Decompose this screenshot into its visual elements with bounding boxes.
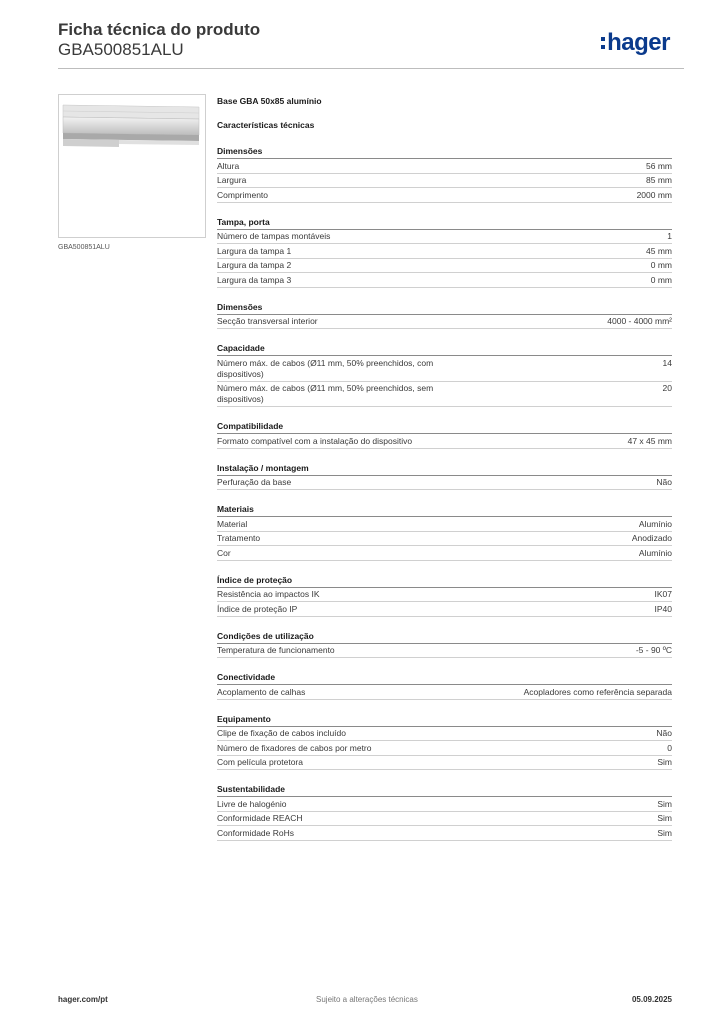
footer-disclaimer: Sujeito a alterações técnicas: [316, 995, 418, 1004]
logo-colon-icon: [601, 37, 605, 49]
specs-content: [217, 94, 672, 849]
spec-section: [217, 670, 672, 708]
spec-label: Acoplamento de calhas: [217, 686, 306, 697]
spec-sections: [217, 144, 672, 849]
spec-value: 14: [662, 357, 672, 368]
spec-label: Perfuração da base: [217, 477, 292, 487]
spec-value: IK07: [654, 589, 672, 599]
spec-value: Alumínio: [638, 518, 672, 529]
section-title: Sustentabilidade: [217, 782, 672, 797]
section-title: Conectividade: [217, 670, 672, 685]
spec-label: Largura da tampa 2: [217, 260, 292, 270]
spec-section: [217, 144, 672, 211]
section-title: Condições de utilização: [217, 629, 672, 644]
spec-value: Sim: [657, 798, 672, 809]
spec-value: -5 - 90 ºC: [635, 645, 672, 655]
section-title: Tampa, porta: [217, 215, 672, 230]
hager-logo: [601, 28, 670, 58]
section-title: Dimensões: [217, 300, 672, 315]
spec-value: Sim: [657, 827, 672, 838]
spec-row: [217, 273, 672, 288]
spec-label: Altura: [217, 160, 240, 171]
spec-label: Livre de halogénio: [217, 798, 287, 809]
spec-value: 85 mm: [646, 175, 672, 185]
spec-label: Conformidade REACH: [217, 813, 303, 823]
spec-row: [217, 588, 672, 603]
spec-label: Resistência ao impactos IK: [217, 589, 320, 599]
spec-row: [217, 532, 672, 547]
spec-row: [217, 244, 672, 259]
spec-row: [217, 174, 672, 189]
spec-value: 47 x 45 mm: [627, 435, 672, 446]
footer-website: hager.com/pt: [58, 995, 108, 1004]
spec-section: [217, 573, 672, 625]
section-title: Índice de proteção: [217, 573, 672, 588]
spec-section: [217, 300, 672, 338]
header-divider: [58, 68, 684, 69]
spec-label: Cor: [217, 547, 231, 558]
spec-row: [217, 685, 672, 700]
spec-value: Não: [656, 477, 672, 487]
spec-value: 2000 mm: [636, 189, 672, 200]
spec-value: 20: [662, 383, 672, 393]
spec-label: Largura da tampa 3: [217, 274, 292, 285]
spec-section: [217, 502, 672, 569]
spec-row: [217, 727, 672, 742]
spec-value: Alumínio: [638, 547, 672, 558]
spec-row: [217, 434, 672, 449]
spec-label: Índice de proteção IP: [217, 603, 298, 614]
spec-value: 0: [667, 742, 672, 753]
spec-label: Tratamento: [217, 533, 261, 543]
spec-row: [217, 230, 672, 245]
product-image: [58, 94, 206, 238]
section-title: Capacidade: [217, 341, 672, 356]
spec-row: [217, 644, 672, 659]
spec-row: [217, 159, 672, 174]
footer-date: 05.09.2025: [631, 995, 672, 1004]
spec-row: [217, 826, 672, 841]
section-title: Materiais: [217, 502, 672, 517]
spec-row: [217, 546, 672, 561]
spec-value: IP40: [654, 603, 672, 614]
section-title: Equipamento: [217, 712, 672, 727]
spec-label: Número de tampas montáveis: [217, 231, 331, 241]
spec-row: [217, 741, 672, 756]
image-caption: GBA500851ALU: [58, 244, 110, 251]
spec-label: Secção transversal interior: [217, 316, 318, 326]
spec-row: [217, 188, 672, 203]
document-title: Ficha técnica do produto: [58, 20, 261, 39]
section-title: Instalação / montagem: [217, 461, 672, 476]
spec-row: [217, 517, 672, 532]
spec-label: Largura: [217, 175, 247, 185]
spec-value: Acopladores como referência separada: [523, 686, 672, 697]
spec-row: [217, 797, 672, 812]
spec-label: Conformidade RoHs: [217, 827, 295, 838]
spec-row: [217, 602, 672, 617]
spec-section: [217, 712, 672, 779]
spec-row: [217, 356, 672, 382]
spec-value: 56 mm: [646, 160, 672, 171]
spec-section: [217, 419, 672, 457]
product-name: Base GBA 50x85 alumínio: [217, 96, 322, 106]
spec-section: [217, 341, 672, 415]
spec-value: 0 mm: [650, 260, 672, 270]
spec-value: 4000 - 4000 mm²: [607, 316, 672, 326]
logo-text: hager: [607, 29, 670, 56]
spec-label: Temperatura de funcionamento: [217, 645, 335, 655]
spec-row: [217, 812, 672, 827]
spec-label: Com película protetora: [217, 757, 303, 767]
spec-row: [217, 756, 672, 771]
spec-value: Não: [656, 728, 672, 738]
spec-value: 45 mm: [646, 245, 672, 256]
spec-label: Material: [217, 518, 248, 529]
spec-row: [217, 315, 672, 330]
spec-label: Número máx. de cabos (Ø11 mm, 50% preenchidos, sem dispositivos): [217, 383, 434, 404]
spec-row: [217, 259, 672, 274]
spec-label: Número de fixadores de cabos por metro: [217, 742, 372, 753]
spec-label: Formato compatível com a instalação do dispositivo: [217, 435, 413, 446]
section-title: Dimensões: [217, 144, 672, 159]
spec-value: Anodizado: [631, 533, 672, 543]
product-code: GBA500851ALU: [58, 40, 184, 59]
spec-label: Largura da tampa 1: [217, 245, 292, 256]
page-header: [58, 20, 676, 70]
spec-row: [217, 476, 672, 491]
spec-section: [217, 629, 672, 667]
spec-section: [217, 782, 672, 849]
spec-label: Número máx. de cabos (Ø11 mm, 50% preenchidos, com dispositivos): [217, 357, 434, 379]
spec-row: [217, 382, 672, 408]
spec-value: Sim: [657, 757, 672, 767]
section-title: Compatibilidade: [217, 419, 672, 434]
spec-value: Sim: [657, 813, 672, 823]
spec-value: 0 mm: [650, 274, 672, 285]
spec-section: [217, 215, 672, 296]
spec-label: Clipe de fixação de cabos incluído: [217, 728, 346, 738]
technical-characteristics-heading: Características técnicas: [217, 120, 315, 130]
spec-value: 1: [667, 231, 672, 241]
trunking-product-icon: [59, 95, 205, 237]
spec-section: [217, 461, 672, 499]
spec-label: Comprimento: [217, 189, 269, 200]
